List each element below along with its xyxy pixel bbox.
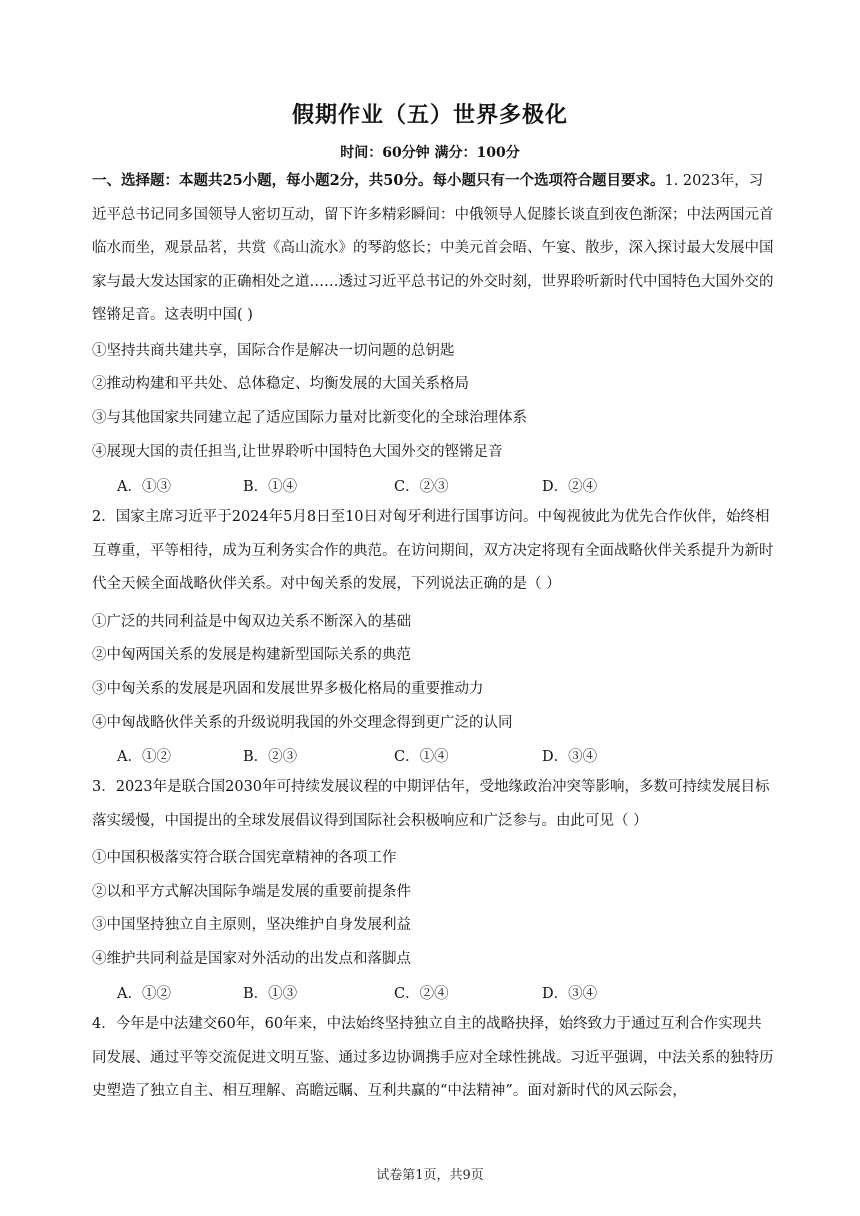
question-1-item: ③与其他国家共同建立起了适应国际力量对比新变化的全球治理体系 [92, 410, 527, 426]
option-a[interactable]: A．①② [117, 749, 171, 765]
option-b[interactable]: B．①③ [243, 986, 298, 1002]
question-3-stem: 3．2023年是联合国2030年可持续发展议程的中期评估年，受地缘政治冲突等影响，多数可持续发展目标落实缓慢，中国提出的全球发展倡议得到国际社会积极响应和广泛参与。由此可见（ ） [92, 779, 770, 829]
option-c[interactable]: C．①④ [394, 749, 449, 765]
question-4-stem: 4．今年是中法建交60年，60年来，中法始终坚持独立自主的战略抉择，始终致力于通过互利合作实现共同发展、通过平等交流促进文明互鉴、通过多边协调携手应对全球性挑战。习近平强调，中法关系的独特历史塑造了独立自主、相互理解、高瞻远瞩、互利共赢的“中法精神”。面对新时代的风云际会， [92, 1016, 774, 1099]
page-title: 假期作业（五）世界多极化 [291, 102, 568, 128]
question-2-item: ②中匈两国关系的发展是构建新型国际关系的典范 [92, 647, 411, 663]
question-1-item: ④展现大国的责任担当,让世界聆听中国特色大国外交的铿锵足音 [92, 444, 503, 460]
question-3-item: ②以和平方式解决国际争端是发展的重要前提条件 [92, 884, 411, 900]
exam-info: 时间：60分钟 满分：100分 [340, 145, 520, 161]
question-2-stem: 2．国家主席习近平于2024年5月8日至10日对匈牙利进行国事访问。中匈视彼此为优先合作伙伴，始终相互尊重，平等相待，成为互利务实合作的典范。在访问期间，双方决定将现有全面战略伙伴关系提升为新时代全天候全面战略伙伴关系。对中匈关系的发展，下列说法正确的是（ ） [92, 509, 774, 592]
question-1-item: ②推动构建和平共处、总体稳定、均衡发展的大国关系格局 [92, 376, 469, 392]
question-1-stem: 1. 2023年，习近平总书记同多国领导人密切互动，留下许多精彩瞬间：中俄领导人促膝长谈直到夜色渐深；中法两国元首临水而坐，观景品茗，共赏《高山流水》的琴韵悠长；中美元首会晤、午宴、散步，深入探讨最大发展中国家与最大发达国家的正确相处之道……透过习近平总书记的外交时刻，世界聆听新时代中国特色大国外交的铿锵足音。这表明中国( ) [92, 173, 774, 323]
option-c[interactable]: C．②③ [394, 479, 449, 495]
option-b[interactable]: B．①④ [243, 479, 298, 495]
question-3-item: ③中国坚持独立自主原则，坚决维护自身发展利益 [92, 917, 411, 933]
option-d[interactable]: D．③④ [542, 986, 598, 1002]
question-2-item: ④中匈战略伙伴关系的升级说明我国的外交理念得到更广泛的认同 [92, 715, 513, 731]
question-2-stem-block [92, 501, 774, 602]
question-2-item: ③中匈关系的发展是巩固和发展世界多极化格局的重要推动力 [92, 681, 484, 697]
question-3-item: ④维护共同利益是国家对外活动的出发点和落脚点 [92, 951, 411, 967]
option-d[interactable]: D．②④ [542, 479, 598, 495]
question-1-item: ①坚持共商共建共享，国际合作是解决一切问题的总钥匙 [92, 343, 455, 359]
question-3-item: ①中国积极落实符合联合国宪章精神的各项工作 [92, 850, 397, 866]
option-d[interactable]: D．③④ [542, 749, 598, 765]
question-4-stem-block [92, 1008, 774, 1109]
option-c[interactable]: C．②④ [394, 986, 449, 1002]
question-2-item: ①广泛的共同利益是中匈双边关系不断深入的基础 [92, 614, 411, 630]
question-1-stem-block [92, 164, 774, 333]
section-heading: 一、选择题：本题共25小题，每小题2分，共50分。每小题只有一个选项符合题目要求。 [92, 172, 665, 189]
option-a[interactable]: A．①② [117, 986, 171, 1002]
option-a[interactable]: A．①③ [117, 479, 171, 495]
question-3-stem-block [92, 771, 774, 838]
option-b[interactable]: B．②③ [243, 749, 298, 765]
page-footer: 试卷第1页，共9页 [376, 1168, 484, 1183]
